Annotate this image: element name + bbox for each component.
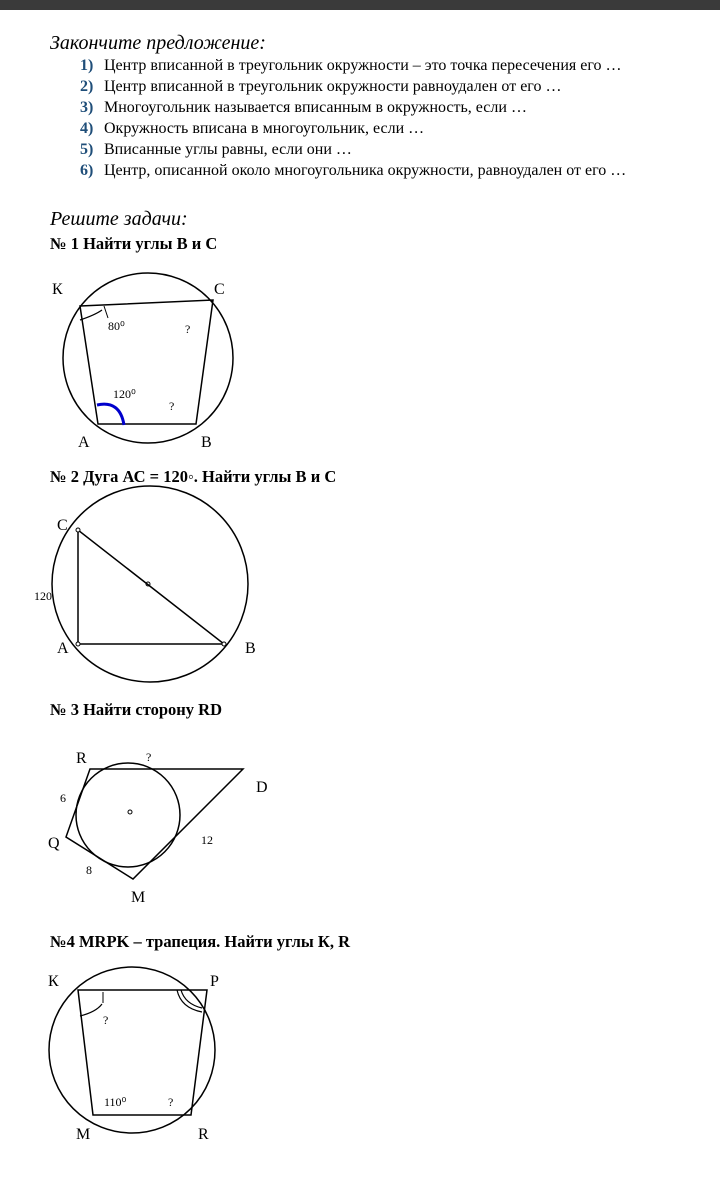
problem-1-title: № 1 Найти углы В и С	[50, 234, 218, 253]
task-number: 6)	[80, 162, 94, 179]
circumcircle	[49, 967, 215, 1133]
label-a: А	[57, 640, 69, 657]
task-text: Центр, описанной около многоугольника окружности, равноудален от его …	[104, 162, 627, 179]
label-k: К	[52, 281, 63, 298]
label-c: С	[214, 281, 225, 298]
task-number: 3)	[80, 99, 94, 116]
angle-a-value: 120⁰	[113, 387, 136, 401]
task-item	[80, 139, 626, 160]
arc-value: 120	[34, 589, 52, 603]
center-point	[128, 810, 132, 814]
tick-mark	[104, 306, 108, 318]
label-b: В	[245, 640, 256, 657]
task-item	[80, 97, 626, 118]
angle-b-question: ?	[169, 399, 175, 413]
vertex-c	[76, 528, 80, 532]
angle-c-question: ?	[185, 322, 191, 336]
triangle	[78, 530, 224, 644]
label-a: А	[78, 434, 90, 451]
angle-m-value: 110⁰	[104, 1095, 127, 1109]
qm-length: 8	[86, 863, 92, 877]
task-number: 5)	[80, 141, 94, 158]
task-text: Центр вписанной в треугольник окружности равноудален от его …	[104, 78, 562, 95]
label-m: M	[131, 889, 146, 906]
angle-r-question: ?	[168, 1095, 174, 1109]
label-r: R	[76, 750, 87, 767]
label-k: К	[48, 973, 59, 990]
problem-2-figure	[0, 508, 720, 668]
rd-question: ?	[146, 750, 152, 764]
problem-3-title: № 3 Найти сторону RD	[50, 700, 223, 719]
label-r: R	[198, 1126, 209, 1143]
angle-k-question: ?	[103, 1013, 109, 1027]
problem-4-figure	[0, 960, 720, 1150]
task-item	[80, 160, 626, 181]
angle-a-marker	[97, 404, 124, 425]
task-text: Окружность вписана в многоугольник, если …	[104, 120, 425, 137]
top-bar	[0, 0, 720, 10]
angle-k-arc	[80, 1004, 102, 1016]
task-text: Вписанные углы равны, если они …	[104, 141, 352, 158]
solve-title: Решите задачи:	[50, 208, 188, 230]
problem-4-title: №4 MRPK – трапеция. Найти углы К, R	[50, 932, 351, 951]
label-q: Q	[48, 835, 60, 852]
problem-3-figure	[0, 740, 720, 910]
label-m: М	[76, 1126, 91, 1143]
task-item	[80, 76, 626, 97]
vertex-a	[76, 642, 80, 646]
task-number: 1)	[80, 57, 94, 74]
label-c: С	[57, 517, 68, 534]
angle-k-value: 80⁰	[108, 319, 125, 333]
label-b: В	[201, 434, 212, 451]
task-list	[80, 55, 626, 181]
task-item	[80, 118, 626, 139]
task-text: Многоугольник называется вписанным в окружность, если …	[104, 99, 527, 116]
complete-title: Закончите предложение:	[50, 32, 266, 54]
vertex-b	[222, 642, 226, 646]
angle-k-arc	[80, 310, 102, 320]
task-number: 4)	[80, 120, 94, 137]
md-length: 12	[201, 833, 213, 847]
problem-1-figure	[0, 270, 720, 460]
label-p: Р	[210, 973, 219, 990]
task-number: 2)	[80, 78, 94, 95]
problem-2-title: № 2 Дуга АС = 120◦. Найти углы В и С	[50, 467, 337, 486]
quadrilateral	[66, 769, 243, 879]
rq-length: 6	[60, 791, 66, 805]
task-text: Центр вписанной в треугольник окружности – это точка пересечения его …	[104, 57, 622, 74]
label-d: D	[256, 779, 268, 796]
task-item	[80, 55, 626, 76]
inscribed-circle	[76, 763, 180, 867]
